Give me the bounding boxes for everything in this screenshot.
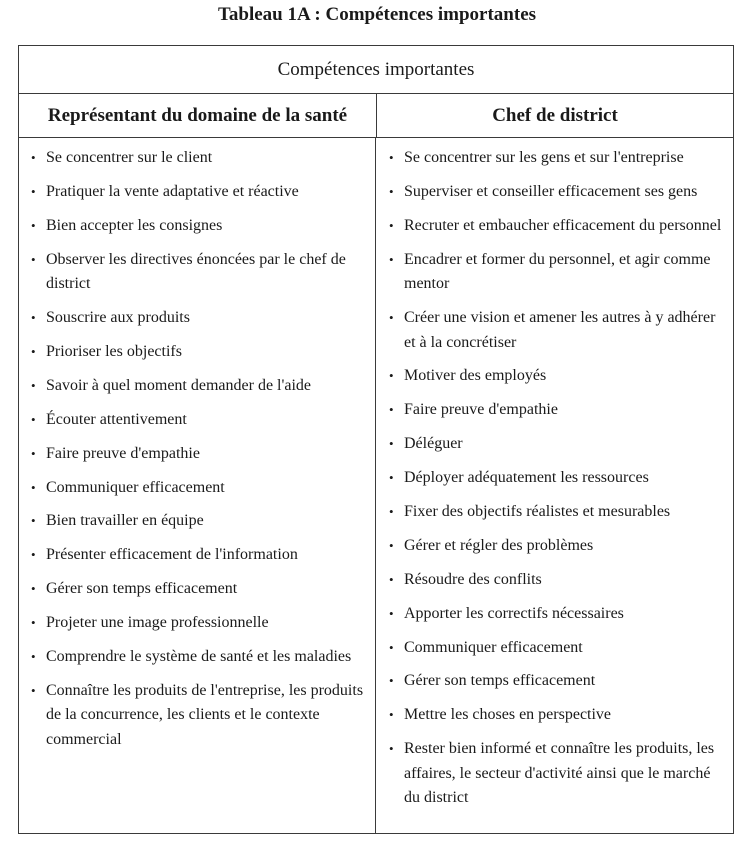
list-item-text: Bien travailler en équipe [46,512,204,530]
list-item-text: Communiquer efficacement [46,478,225,496]
bullet-icon: • [31,581,36,597]
bullet-icon: • [31,513,36,529]
list-item [31,180,367,205]
list-item [389,398,725,423]
list-item [389,364,725,389]
list-item-text: Créer une vision et amener les autres à y adhérer et à la concrétiser [404,309,716,351]
list-item-text: Se concentrer sur les gens et sur l'entreprise [404,149,684,166]
list-item [31,408,367,433]
bullet-icon: • [389,707,394,723]
list-item [389,534,725,559]
list-item-text: Prioriser les objectifs [46,342,182,360]
list-item [389,248,725,297]
list-item-text: Bien accepter les consignes [46,216,223,234]
list-item [31,611,367,636]
list-item [389,306,725,355]
table-body [19,138,733,834]
bullet-icon: • [389,571,394,587]
bullet-icon: • [31,682,36,698]
list-item-text: Savoir à quel moment demander de l'aide [46,376,312,394]
spanning-header: Compétences importantes [19,46,733,94]
list-item [31,509,367,534]
list-item-text: Gérer son temps efficacement [46,580,238,598]
bullet-icon: • [31,479,36,495]
list-item [31,146,367,171]
list-item-text: Projeter une image professionnelle [46,614,269,632]
health-rep-list [31,146,367,752]
bullet-icon: • [389,310,394,326]
bullet-icon: • [389,436,394,452]
list-item-text: Pratiquer la vente adaptative et réactive [46,182,299,200]
list-item [31,679,367,753]
list-item-text: Résoudre des conflits [404,570,542,588]
district-manager-list [389,146,725,811]
competencies-table [18,45,734,834]
bullet-icon: • [31,217,36,233]
bullet-icon: • [389,402,394,418]
list-item [31,476,367,501]
bullet-icon: • [389,251,394,267]
bullet-icon: • [31,183,36,199]
list-item [389,602,725,627]
list-item-text: Comprendre le système de santé et les maladies [46,647,352,665]
list-item-text: Communiquer efficacement [404,638,583,656]
list-item-text: Rester bien informé et connaître les produits, les affaires, le secteur d'activité ainsi que le marché du district [404,740,715,807]
bullet-icon: • [389,150,394,165]
list-item [31,645,367,670]
bullet-icon: • [31,615,36,631]
list-item-text: Faire preuve d'empathie [404,401,558,419]
list-item-text: Gérer son temps efficacement [404,672,596,690]
list-item [389,669,725,694]
bullet-icon: • [389,504,394,520]
bullet-icon: • [389,537,394,553]
list-item [31,442,367,467]
list-item-text: Mettre les choses en perspective [404,706,612,724]
list-item-text: Observer les directives énoncées par le chef de district [46,250,346,293]
bullet-icon: • [389,741,394,757]
bullet-icon: • [31,648,36,664]
bullet-icon: • [389,673,394,689]
health-rep-column [19,138,376,834]
bullet-icon: • [31,411,36,427]
list-item [31,248,367,297]
bullet-icon: • [31,310,36,326]
list-item-text: Déployer adéquatement les ressources [404,469,649,487]
list-item [31,306,367,331]
list-item-text: Présenter efficacement de l'information [46,546,298,564]
column-header-district-manager: Chef de district [492,105,618,126]
bullet-icon: • [389,605,394,621]
list-item-text: Fixer des objectifs réalistes et mesurables [404,503,671,521]
list-item [389,466,725,491]
bullet-icon: • [31,150,36,165]
bullet-icon: • [31,547,36,563]
bullet-icon: • [31,377,36,393]
bullet-icon: • [389,183,394,199]
list-item [31,340,367,365]
list-item [389,737,725,811]
list-item-text: Gérer et régler des problèmes [404,536,594,554]
list-item [31,214,367,239]
list-item-text: Apporter les correctifs nécessaires [404,604,624,622]
district-manager-column [376,138,733,834]
list-item [31,374,367,399]
column-header-health-rep: Représentant du domaine de la santé [19,94,377,137]
list-item-text: Écouter attentivement [46,410,187,428]
bullet-icon: • [31,445,36,461]
bullet-icon: • [31,343,36,359]
list-item-text: Motiver des employés [404,367,547,385]
list-item [389,146,725,171]
list-item [389,214,725,239]
list-item-text: Faire preuve d'empathie [46,444,200,462]
list-item [389,636,725,661]
bullet-icon: • [389,639,394,655]
list-item [31,543,367,568]
table-title: Tableau 1A : Compétences importantes [217,4,537,25]
list-item [31,577,367,602]
list-item [389,432,725,457]
list-item [389,568,725,593]
list-item-text: Connaître les produits de l'entreprise, les produits de la concurrence, les clients et le contexte commercial [46,681,364,748]
bullet-icon: • [31,251,36,267]
list-item-text: Recruter et embaucher efficacement du personnel [404,216,722,234]
list-item [389,500,725,525]
bullet-icon: • [389,470,394,486]
list-item-text: Souscrire aux produits [46,309,190,327]
list-item-text: Déléguer [404,435,463,453]
list-item-text: Encadrer et former du personnel, et agir comme mentor [404,250,711,293]
column-headers [19,94,733,138]
list-item-text: Superviser et conseiller efficacement ses gens [404,182,698,200]
bullet-icon: • [389,368,394,384]
list-item [389,180,725,205]
list-item-text: Se concentrer sur le client [46,149,213,166]
list-item [389,703,725,728]
bullet-icon: • [389,217,394,233]
